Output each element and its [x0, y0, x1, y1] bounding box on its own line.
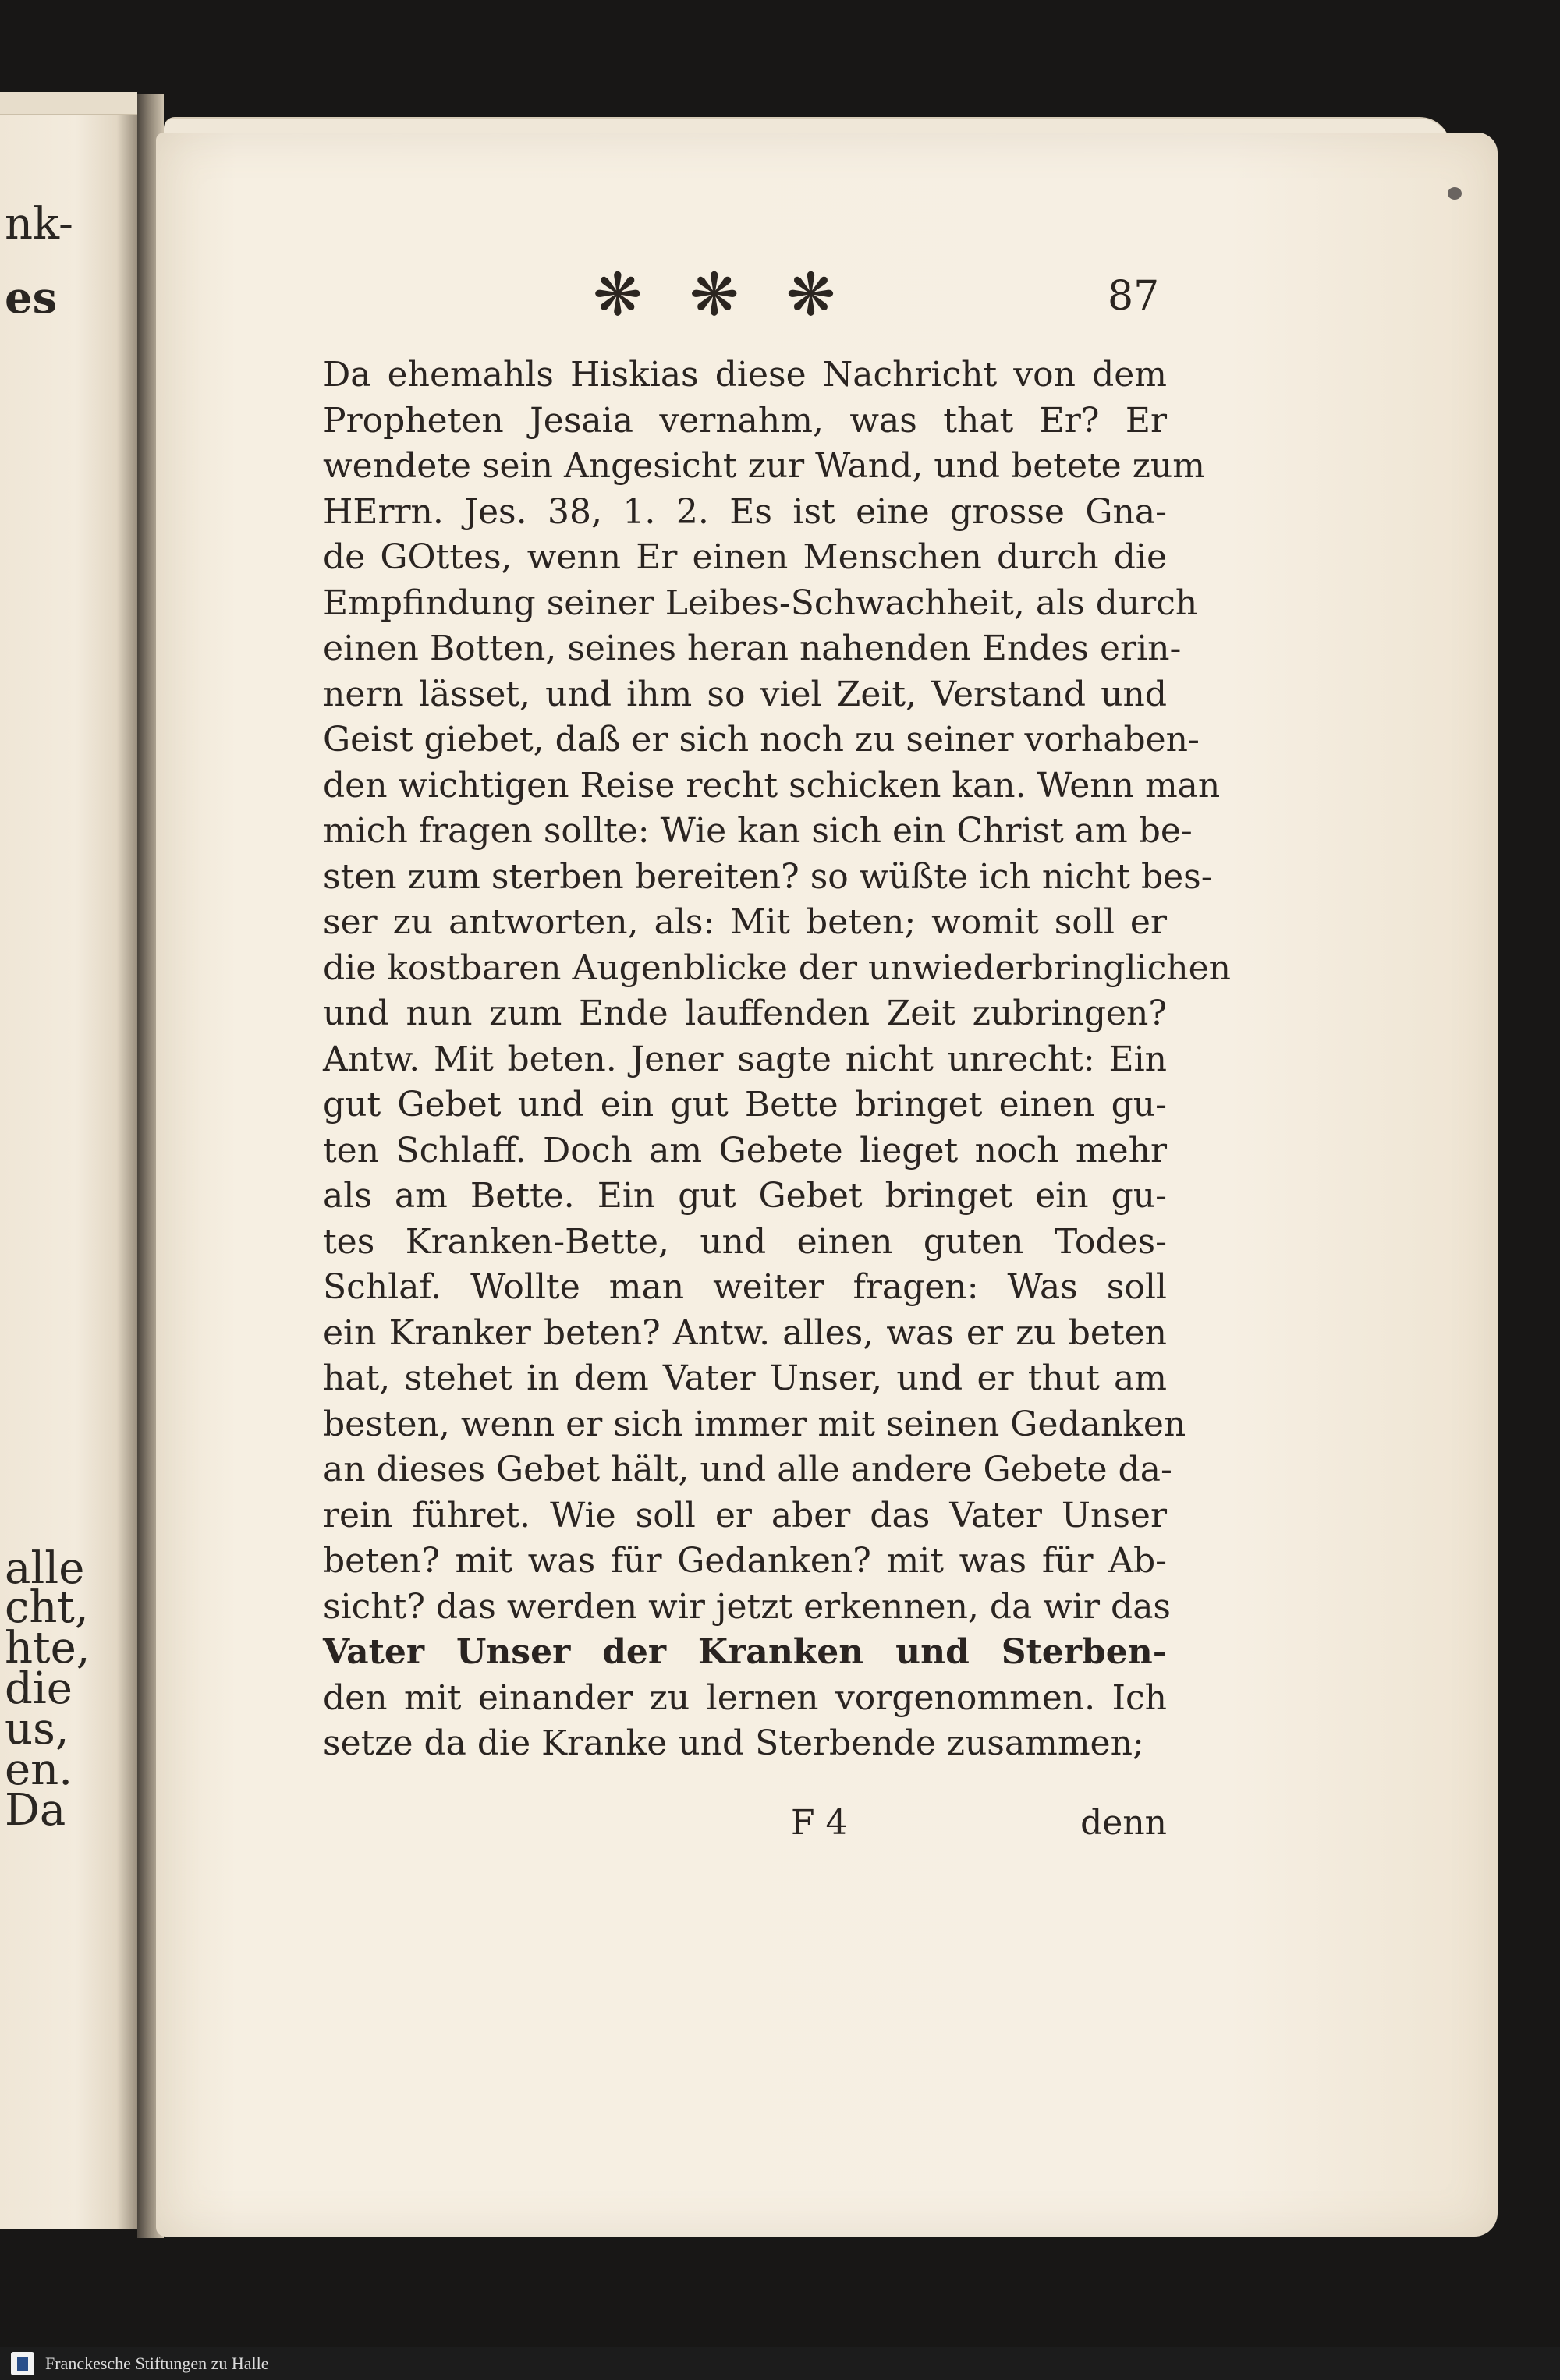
text-line: Geist giebet, daß er sich noch zu seiner vorhaben-	[323, 720, 1200, 760]
text-line: de GOttes, wenn Er einen Menschen durch die	[323, 537, 1167, 577]
text-line: Vater Unser der Kranken und Sterben-	[323, 1632, 1167, 1672]
previous-page-fragment: nk-	[5, 199, 73, 250]
text-line: die kostbaren Augenblicke der unwiederbringlichen	[323, 947, 1231, 988]
text-line: ser zu antworten, als: Mit beten; womit soll er	[323, 902, 1167, 942]
text-line: tes Kranken-Bette, und einen guten Todes-	[323, 1221, 1167, 1262]
previous-page-fragment: hte,	[5, 1623, 90, 1673]
text-line: ten Schlaff. Doch am Gebete lieget noch mehr	[323, 1130, 1167, 1171]
previous-page-edge	[0, 92, 137, 115]
text-line: HErrn. Jes. 38, 1. 2. Es ist eine grosse Gna-	[323, 491, 1167, 532]
text-line: den wichtigen Reise recht schicken kan. Wenn man	[323, 765, 1221, 806]
library-label: Franckesche Stiftungen zu Halle	[45, 2353, 269, 2373]
text-line: Propheten Jesaia vernahm, was that Er? Er	[323, 400, 1167, 441]
library-logo-icon	[11, 2352, 34, 2375]
text-line: sicht? das werden wir jetzt erkennen, da wir das	[323, 1586, 1172, 1627]
text-line: Da ehemahls Hiskias diese Nachricht von dem	[323, 355, 1167, 395]
text-line: rein führet. Wie soll er aber das Vater Unser	[323, 1495, 1167, 1535]
previous-page	[0, 92, 137, 2229]
catchword: denn	[1080, 1803, 1167, 1843]
text-line: einen Botten, seines heran nahenden Endes erin-	[323, 629, 1182, 668]
text-line: setze da die Kranke und Sterbende zusammen;	[323, 1723, 1144, 1763]
previous-page-fragment: Da	[5, 1785, 66, 1836]
text-line: nern lässet, und ihm so viel Zeit, Verstand und	[323, 674, 1167, 714]
page-header	[593, 260, 1186, 335]
previous-page-fragment: us,	[5, 1704, 69, 1755]
flower-ornament-icon: ❋ ❋ ❋	[593, 260, 850, 329]
page-number: 87	[1108, 273, 1160, 320]
ink-spot	[1448, 187, 1462, 200]
previous-page-fragment: die	[5, 1663, 73, 1714]
text-line: wendete sein Angesicht zur Wand, und betete zum	[323, 446, 1205, 486]
previous-page-fragment: alle	[5, 1543, 85, 1594]
text-line: Antw. Mit beten. Jener sagte nicht unrecht: Ein	[323, 1039, 1167, 1079]
text-line: Empfindung seiner Leibes-Schwachheit, als durch	[323, 583, 1198, 623]
library-footer-bar	[0, 2347, 1560, 2380]
text-line: an dieses Gebet hält, und alle andere Gebete da-	[323, 1450, 1172, 1489]
text-line: als am Bette. Ein gut Gebet bringet ein gu-	[323, 1176, 1167, 1216]
previous-page-fragment: en.	[5, 1744, 73, 1795]
text-line: besten, wenn er sich immer mit seinen Gedanken	[323, 1404, 1186, 1444]
text-line: ein Kranker beten? Antw. alles, was er zu beten	[323, 1312, 1167, 1353]
text-line: mich fragen sollte: Wie kan sich ein Christ am be-	[323, 811, 1193, 851]
printer-signature-mark: F 4	[791, 1803, 848, 1843]
text-line: sten zum sterben bereiten? so wüßte ich nicht bes-	[323, 856, 1213, 897]
text-line: hat, stehet in dem Vater Unser, und er thut am	[323, 1358, 1167, 1398]
text-line: beten? mit was für Gedanken? mit was für Ab-	[323, 1541, 1167, 1581]
previous-page-fragment: cht,	[5, 1582, 89, 1633]
text-line: und nun zum Ende lauffenden Zeit zubringen?	[323, 993, 1167, 1033]
text-line: Schlaf. Wollte man weiter fragen: Was soll	[323, 1267, 1167, 1307]
page-body-text	[323, 352, 1231, 1767]
text-line: den mit einander zu lernen vorgenommen. Ich	[323, 1677, 1167, 1718]
page-footer	[323, 1800, 1167, 1847]
text-line: gut Gebet und ein gut Bette bringet einen gu-	[323, 1085, 1167, 1124]
previous-page-fragment: es	[5, 272, 58, 324]
